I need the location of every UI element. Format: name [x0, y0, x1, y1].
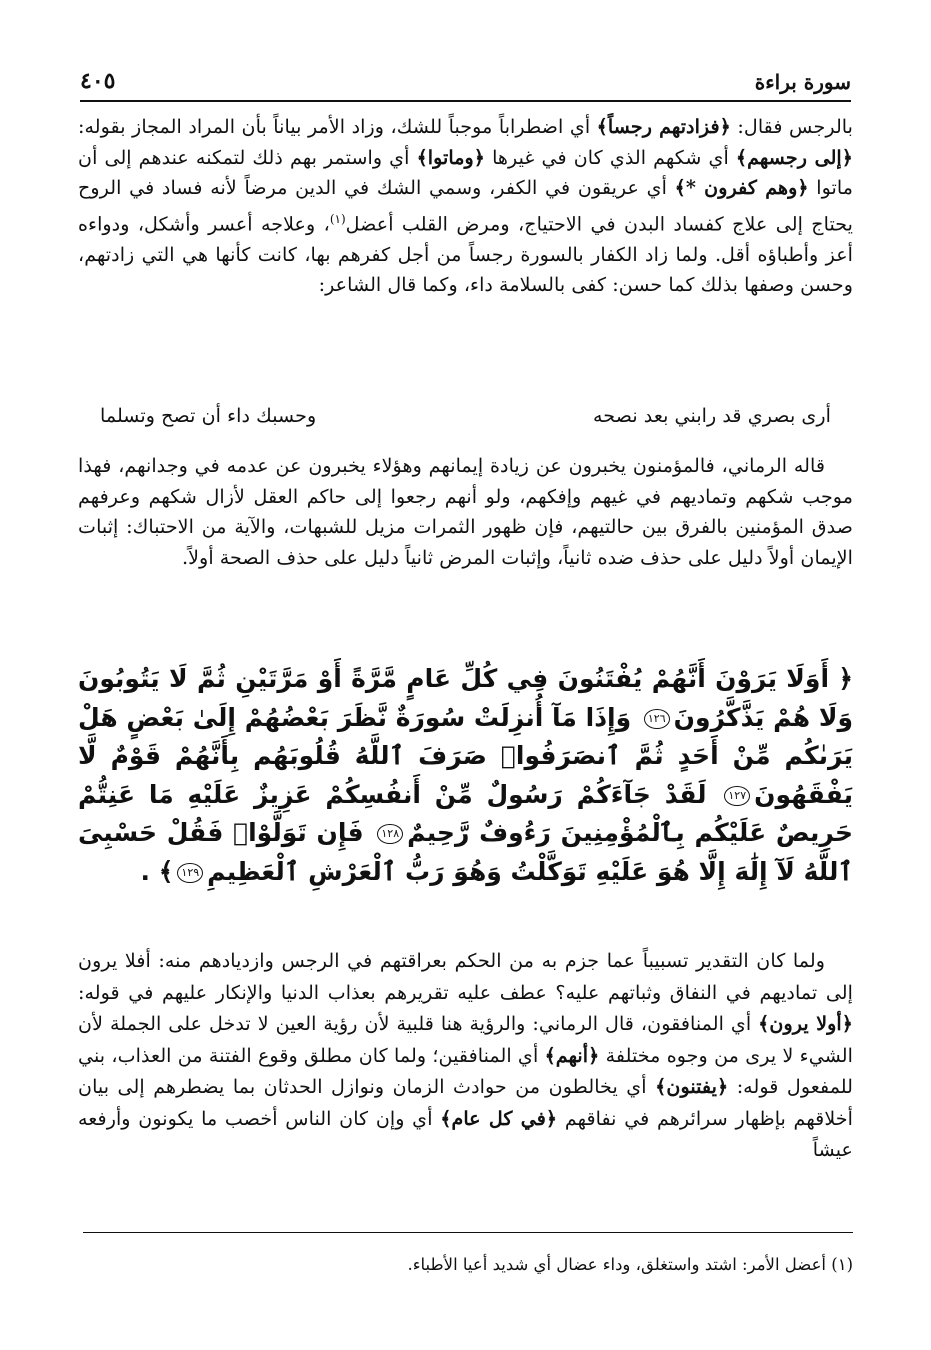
poem-hemistich-1: أرى بصري قد رابني بعد نصحه [593, 404, 831, 427]
page-header [80, 58, 851, 102]
text-run: أي يخالطون من حوادث الزمان ونوازل الحدثان بما يضطرهم إلى بيان أخلاقهم بإظهار سرائرهم في نفاقهم [78, 1075, 853, 1130]
text-run: أي واستمر بهم ذلك لتمكنه عندهم إلى أن ماتوا [78, 145, 854, 200]
ayah-number-129: ١٢٩ [177, 863, 203, 883]
surah-title: سورة براءة [754, 70, 851, 94]
quoted-verse: ﴿في كل عام﴾ [440, 1106, 558, 1130]
footnote [78, 1252, 853, 1278]
quoted-verse: ﴿وهم كفرون *﴾ [674, 176, 809, 200]
poem-hemistich-2: وحسبك داء أن تصح وتسلما [100, 404, 317, 427]
text-run: أي المنافقون، قال الرماني: والرؤية هنا قلبية لأن رؤية العين لا تدخل على الجملة لأن الشيء لا يرى من وجوه مختلفة [78, 1012, 853, 1067]
footnote-divider [83, 1232, 853, 1233]
verse-126: ﴿ أَوَلَا يَرَوْنَ أَنَّهُمْ يُفْتَنُونَ فِي كُلِّ عَامٍ مَّرَّةً أَوْ مَرَّتَيْنِ ثُمَّ لَا يَتُوبُونَ وَلَا هُمْ يَذَّكَّرُونَ [78, 664, 854, 732]
quoted-verse: ﴿فزادتهم رجساً﴾ [596, 115, 731, 138]
text-run: أي شكهم الذي كان في غيرها [485, 145, 736, 169]
quoted-verse: ﴿يفتنون﴾ [655, 1075, 729, 1098]
poem-verse [100, 404, 831, 427]
paragraph-2 [78, 451, 853, 573]
ayah-number-128: ١٢٨ [377, 824, 403, 844]
ayah-number-126: ١٢٦ [644, 709, 670, 729]
quoted-verse: ﴿إلى رجسهم﴾ [735, 145, 853, 169]
text-run: ، وعلاجه أعسر وأشكل، ودواءه أعز وأطباؤه أقل. ولما زاد الكفار بالسورة رجساً من أجل كفرهم بها، كانت كأنها هي التي زادتهم، وحسن وصفها بذلك كما حسن: كفى بالسلامة داء، وكما قال الشاعر: [78, 212, 853, 297]
verse-128: لَقَدْ جَآءَكُمْ رَسُولٌ مِّنْ أَنفُسِكُمْ عَزِيزٌ عَلَيْهِ مَا عَنِتُّمْ حَرِيصٌ عَلَيْكُم بِٱلْمُؤْمِنِينَ رَءُوفٌ رَّحِيمٌ [78, 779, 853, 847]
footnote-reference: (١) [329, 211, 346, 226]
text-run: أي عريقون في الكفر، وسمي الشك في الدين مرضاً لأنه فساد في الروح يحتاج إلى علاج كفساد البدن في الاحتياج، ومرض القلب أعضل [78, 176, 853, 236]
text-run: ولما كان التقدير تسبيباً عما جزم به من الحكم بعراقتهم في الرجس وازديادهم منه: أفلا يرون إلى تماديهم في النفاق وثباتهم عليه؟ عطف عليه تقريرهم بعذاب الدنيا والإنكار عليهم في قوله: [78, 949, 853, 1004]
verses-close: ﴾ . [140, 856, 174, 886]
paragraph-1 [78, 112, 853, 301]
text-run: أي وإن كان الناس أخصب ما يكونون وأرفعه عيشاً [78, 1106, 853, 1161]
footnote-marker: (١) [831, 1255, 853, 1274]
text-run: أي اضطراباً موجباً للشك، وزاد الأمر بياناً بأن المراد المجاز بقوله: [78, 115, 597, 138]
footnote-text: أعضل الأمر: اشتد واستغلق، وداء عضال أي شديد أعيا الأطباء. [407, 1255, 832, 1274]
quran-verses [78, 660, 853, 891]
page-number: ٤٠٥ [80, 68, 116, 94]
text-run: بالرجس فقال: [730, 115, 853, 138]
ayah-number-127: ١٢٧ [724, 786, 750, 806]
quoted-verse: ﴿أولا يرون﴾ [758, 1012, 853, 1035]
quoted-verse: ﴿وماتوا﴾ [416, 145, 486, 169]
verse-129: فَإِن تَوَلَّوْا۟ فَقُلْ حَسْبِىَ ٱللَّهُ لَآ إِلَٰهَ إِلَّا هُوَ عَلَيْهِ تَوَكَّلْتُ وَهُوَ رَبُّ ٱلْعَرْشِ ٱلْعَظِيمِ [78, 818, 853, 886]
quoted-verse: ﴿أنهم﴾ [544, 1043, 600, 1067]
verse-127: وَإِذَا مَآ أُنزِلَتْ سُورَةٌ نَّظَرَ بَعْضُهُمْ إِلَىٰ بَعْضٍ هَلْ يَرَىٰكُم مِّنْ أَحَدٍ ثُمَّ ٱنصَرَفُوا۟ صَرَفَ ٱللَّهُ قُلُوبَهُم بِأَنَّهُمْ قَوْمٌ لَّا يَفْقَهُونَ [78, 702, 853, 809]
paragraph-3 [78, 945, 853, 1166]
text-run: أي المنافقين؛ ولما كان مطلق وقوع الفتنة من العذاب، بني للمفعول قوله: [78, 1043, 853, 1098]
paragraph-2-text: قاله الرماني، فالمؤمنون يخبرون عن زيادة إيمانهم وهؤلاء يخبرون عن عدمه في وجدانهم، فهذا موجب شكهم وتماديهم في غيهم وإفكهم، ولو أنهم رجعوا إلى حاكم العقل لأزال شكهم وعرفهم صدق المؤمنين بالفرق بين حالتيهم، فإن ظهور الثمرات مزيل للشبهات، والآية من الاحتباك: إثبات الإيمان أولاً دليل على حذف ضده ثانياً، وإثبات المرض ثانياً دليل على حذف الصحة أولاً. [78, 454, 853, 569]
